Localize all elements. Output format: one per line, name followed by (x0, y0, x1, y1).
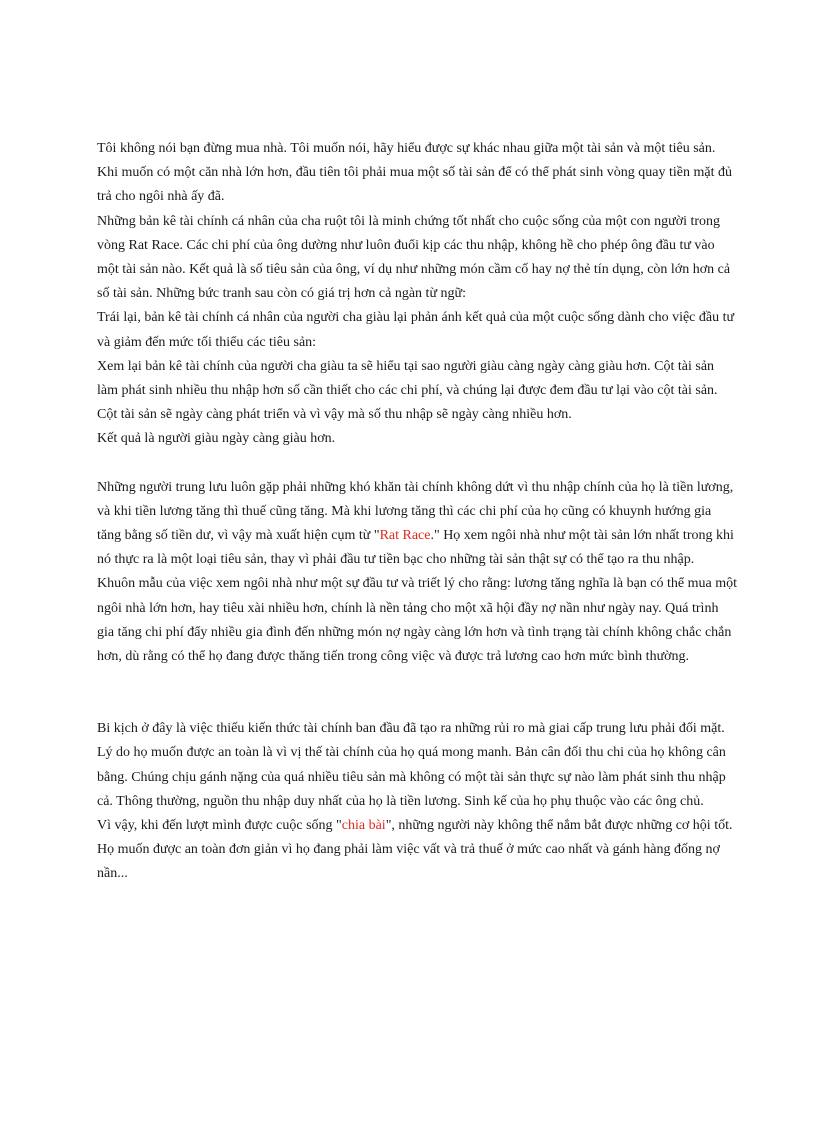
highlight-rat-race: Rat Race (379, 528, 431, 544)
paragraph-opportunity (97, 814, 737, 887)
paragraph-rich-get-richer: Xem lại bản kê tài chính của người cha giàu ta sẽ hiểu tại sao người giàu càng ngày càng giàu hơn. Cột tài sản làm phát sinh nhiều thu nhập hơn số cần thiết cho các chi phí, và chúng lại được đem đầu tư lại vào cột tài sản. Cột tài sản sẽ ngày càng phát triển và vì vậy mà số thu nhập sẽ ngày càng nhiều hơn. (97, 358, 718, 423)
highlight-chia-bai: chia bài (341, 818, 386, 834)
text-segment: ." Họ xem ngôi nhà như một tài sản lớn nhất trong khi nó thực ra là một loại tiêu sản, thay vì phải đầu tư tiền bạc cho những tài sản thật sự có thể tạo ra thu nhập. (97, 528, 734, 568)
paragraph-father-statements: Những bản kê tài chính cá nhân của cha ruột tôi là minh chứng tốt nhất cho cuộc sống của một con người trong vòng Rat Race. Các chi phí của ông dường như luôn đuổi kịp các thu nhập, không hề cho phép ông đầu tư vào một tài sản nào. Kết quả là số tiêu sản của ông, ví dụ như những món cầm cố hay nợ thẻ tín dụng, còn lớn hơn cả số tài sản. Những bức tranh sau còn có giá trị hơn cả ngàn từ ngữ: (97, 213, 731, 302)
paragraph-tragedy: Bi kịch ở đây là việc thiếu kiến thức tài chính ban đầu đã tạo ra những rủi ro mà giai cấp trung lưu phải đối mặt. Lý do họ muốn được an toàn là vì vị thế tài chính của họ quá mong manh. Bản cân đối thu chi của họ không cân bằng. Chúng chịu gánh nặng của quá nhiều tiêu sản mà không có một tài sản thực sự nào làm phát sinh thu nhập cả. Thông thường, nguồn thu nhập duy nhất của họ là tiền lương. Sinh kế của họ phụ thuộc vào các ông chủ. (97, 721, 726, 809)
paragraph-conclusion: Kết quả là người giàu ngày càng giàu hơn. (97, 431, 336, 447)
paragraph-spacer (97, 669, 737, 717)
text-segment: Những người trung lưu luôn gặp phải những khó khăn tài chính không dứt vì thu nhập chính của họ là tiền lương, và khi tiền lương tăng thì thuế cũng tăng. Mà khi lương tăng thì các chi phí của họ cũng có khuynh hướng gia tăng bằng số tiền dư, vì vậy mà xuất hiện cụm từ " (97, 479, 734, 544)
text-segment: ", những người này không thể nắm bắt được những cơ hội tốt. Họ muốn được an toàn đơn giản vì họ đang phải làm việc vất và trả thuế ở mức cao nhất và gánh hàng đống nợ nần... (97, 818, 733, 882)
document-body (97, 137, 737, 887)
paragraph-house-assets: Tôi không nói bạn đừng mua nhà. Tôi muốn nói, hãy hiểu được sự khác nhau giữa một tài sản và một tiêu sản. Khi muốn có một căn nhà lớn hơn, đầu tiên tôi phải mua một số tài sản để có thể phát sinh vòng quay tiền mặt đủ trả cho ngôi nhà ấy đã. (97, 141, 732, 205)
paragraph-middle-class (97, 476, 737, 573)
paragraph-spacer (97, 452, 737, 476)
paragraph-rich-father-statements: Trái lại, bản kê tài chính cá nhân của người cha giàu lại phản ánh kết quả của một cuộc sống dành cho việc đầu tư và giảm đến mức tối thiểu các tiêu sản: (97, 310, 735, 350)
text-segment: Vì vậy, khi đến lượt mình được cuộc sống " (97, 818, 342, 834)
paragraph-house-investment: Khuôn mẫu của việc xem ngôi nhà như một sự đầu tư và triết lý cho rằng: lương tăng nghĩa là bạn có thể mua một ngôi nhà lớn hơn, hay tiêu xài nhiều hơn, chính là nền tảng cho một xã hội đầy nợ nần như ngày nay. Quá trình gia tăng chi phí đẩy nhiều gia đình đến những món nợ ngày càng lớn hơn và tình trạng tài chính không chắc chắn hơn, dù rằng có thể họ đang được thăng tiến trong công việc và được trả lương cao hơn mức bình thường. (97, 576, 737, 665)
